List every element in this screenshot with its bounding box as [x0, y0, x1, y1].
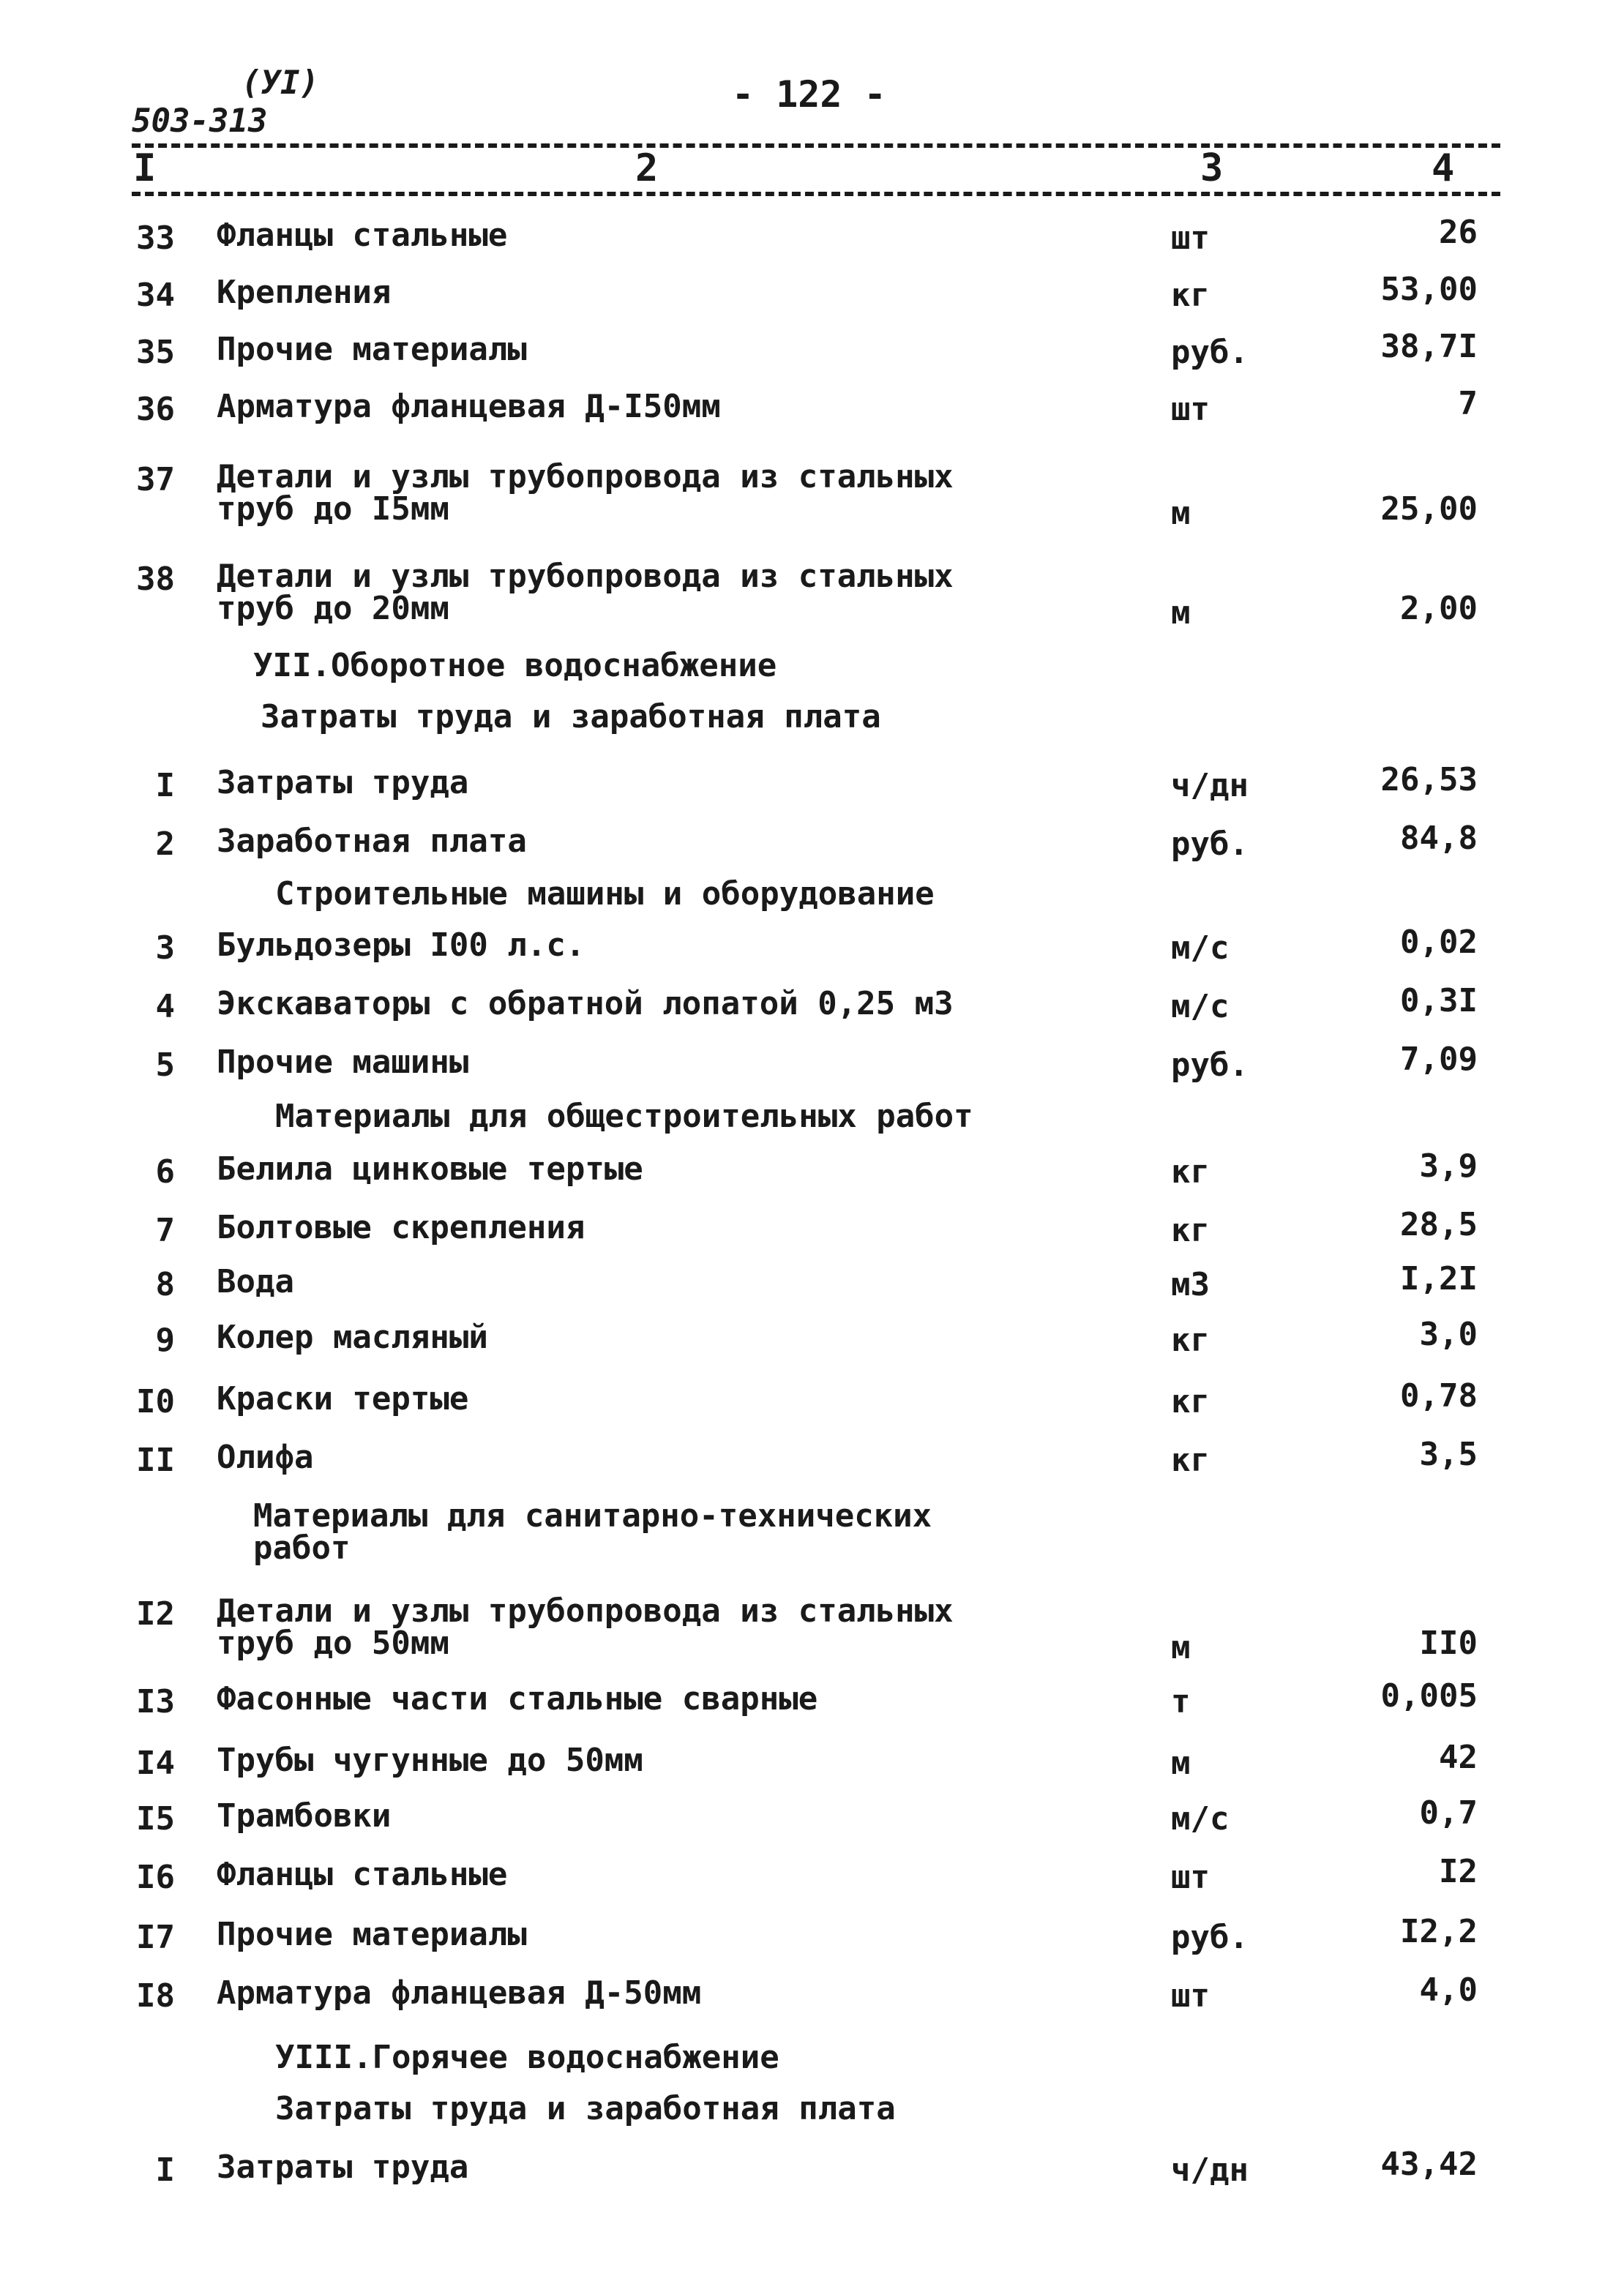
row-number: II [136, 1442, 175, 1479]
row-number: I [155, 2151, 175, 2189]
row-unit: кг [1171, 277, 1210, 314]
row-name: Фланцы стальные [217, 1856, 508, 1893]
section-heading: Затраты труда и заработная плата [261, 698, 881, 735]
row-name: Детали и узлы трубопровода из стальных труб до I5мм [217, 458, 954, 528]
section-heading: УIII.Горячее водоснабжение [275, 2039, 779, 2076]
row-value: 3,9 [1419, 1147, 1478, 1185]
row-unit: кг [1171, 1153, 1210, 1191]
row-number: I4 [136, 1745, 175, 1782]
row-name: Прочие машины [217, 1044, 469, 1081]
row-value: 0,78 [1400, 1377, 1478, 1415]
part-label: (УI) [242, 64, 319, 102]
row-unit: шт [1171, 1859, 1210, 1896]
row-unit: руб. [1171, 1046, 1249, 1084]
row-value: 38,7I [1380, 328, 1478, 365]
row-name: Детали и узлы трубопровода из стальных труб до 20мм [217, 558, 954, 627]
row-number: 38 [136, 561, 175, 598]
row-number: 33 [136, 220, 175, 257]
row-value: 26 [1439, 214, 1478, 251]
row-name: Трубы чугунные до 50мм [217, 1742, 643, 1779]
section-heading: Затраты труда и заработная плата [275, 2090, 896, 2127]
row-value: 26,53 [1380, 761, 1478, 798]
row-number: I6 [136, 1859, 175, 1896]
row-unit: м [1171, 594, 1191, 632]
row-number: 37 [136, 461, 175, 498]
row-name: Трамбовки [217, 1797, 392, 1835]
row-value: 0,005 [1380, 1677, 1478, 1715]
row-unit: м/с [1171, 1800, 1230, 1838]
row-name: Фланцы стальные [217, 217, 508, 254]
page-number: - 122 - [732, 73, 886, 116]
row-number: I5 [136, 1800, 175, 1838]
row-name: Фасонные части стальные сварные [217, 1680, 818, 1718]
row-number: 7 [155, 1212, 175, 1249]
row-unit: м [1171, 495, 1191, 532]
row-value: 0,7 [1419, 1794, 1478, 1832]
row-name: Прочие материалы [217, 1916, 527, 1953]
row-value: I2,2 [1400, 1913, 1478, 1950]
column-header-3: 3 [1200, 146, 1224, 190]
row-value: 0,3I [1400, 982, 1478, 1019]
header-rule-top [132, 143, 1500, 148]
row-name: Арматура фланцевая Д-I50мм [217, 388, 721, 425]
row-value: 0,02 [1400, 924, 1478, 961]
row-name: Болтовые скрепления [217, 1209, 585, 1246]
row-name: Детали и узлы трубопровода из стальных труб до 50мм [217, 1592, 954, 1662]
row-value: 7 [1458, 385, 1478, 422]
row-name: Олифа [217, 1439, 314, 1476]
row-unit: руб. [1171, 825, 1249, 863]
row-unit: руб. [1171, 334, 1249, 371]
row-number: I [155, 767, 175, 804]
row-unit: м [1171, 1745, 1191, 1782]
row-name: Краски тертые [217, 1380, 469, 1417]
row-unit: т [1171, 1683, 1191, 1720]
row-unit: кг [1171, 1383, 1210, 1420]
row-number: 34 [136, 277, 175, 314]
row-unit: шт [1171, 220, 1210, 257]
row-number: 4 [155, 988, 175, 1025]
column-header-2: 2 [635, 146, 659, 190]
column-header-1: I [133, 146, 157, 190]
row-number: I2 [136, 1595, 175, 1633]
row-unit: шт [1171, 391, 1210, 428]
row-number: I0 [136, 1383, 175, 1420]
row-name: Прочие материалы [217, 331, 527, 368]
row-value: 53,00 [1380, 271, 1478, 308]
row-number: 35 [136, 334, 175, 371]
row-unit: кг [1171, 1442, 1210, 1479]
row-value: 3,0 [1419, 1316, 1478, 1353]
row-name: Колер масляный [217, 1319, 488, 1356]
column-header-4: 4 [1432, 146, 1455, 190]
row-unit: шт [1171, 1977, 1210, 2015]
row-value: 7,09 [1400, 1041, 1478, 1078]
row-unit: кг [1171, 1322, 1210, 1359]
row-unit: кг [1171, 1212, 1210, 1249]
row-name: Бульдозеры I00 л.с. [217, 926, 585, 964]
row-number: 5 [155, 1046, 175, 1084]
row-unit: м [1171, 1629, 1191, 1666]
row-value: 3,5 [1419, 1436, 1478, 1473]
row-value: 43,42 [1380, 2146, 1478, 2183]
row-name: Вода [217, 1263, 294, 1300]
row-number: 36 [136, 391, 175, 428]
row-name: Экскаваторы с обратной лопатой 0,25 м3 [217, 985, 954, 1022]
row-unit: ч/дн [1171, 2151, 1249, 2189]
series-code: 503-313 [132, 102, 268, 140]
row-name: Заработная плата [217, 823, 527, 860]
row-value: 28,5 [1400, 1206, 1478, 1243]
row-value: 84,8 [1400, 820, 1478, 857]
header-rule-bottom [132, 192, 1500, 196]
row-number: I3 [136, 1683, 175, 1720]
row-unit: м3 [1171, 1266, 1210, 1303]
section-heading: УII.Оборотное водоснабжение [253, 647, 777, 684]
row-name: Крепления [217, 274, 392, 311]
row-number: I7 [136, 1919, 175, 1956]
row-unit: м/с [1171, 988, 1230, 1025]
section-heading: Строительные машины и оборудование [275, 875, 935, 913]
row-value: 25,00 [1380, 490, 1478, 528]
row-name: Арматура фланцевая Д-50мм [217, 1974, 702, 2012]
row-value: 2,00 [1400, 590, 1478, 627]
row-number: 9 [155, 1322, 175, 1359]
section-heading: Материалы для общестроительных работ [275, 1098, 973, 1135]
row-value: 4,0 [1419, 1971, 1478, 2009]
row-number: 8 [155, 1266, 175, 1303]
section-heading: Материалы для санитарно-технических работ [253, 1497, 932, 1567]
row-number: 6 [155, 1153, 175, 1191]
row-name: Затраты труда [217, 2149, 469, 2186]
row-number: 3 [155, 929, 175, 967]
row-number: 2 [155, 825, 175, 863]
row-value: I2 [1439, 1853, 1478, 1890]
row-unit: ч/дн [1171, 767, 1249, 804]
row-name: Белила цинковые тертые [217, 1150, 643, 1188]
row-unit: м/с [1171, 929, 1230, 967]
row-value: II0 [1419, 1625, 1478, 1662]
row-number: I8 [136, 1977, 175, 2015]
row-value: 42 [1439, 1739, 1478, 1776]
row-name: Затраты труда [217, 764, 469, 801]
row-unit: руб. [1171, 1919, 1249, 1956]
row-value: I,2I [1400, 1260, 1478, 1297]
